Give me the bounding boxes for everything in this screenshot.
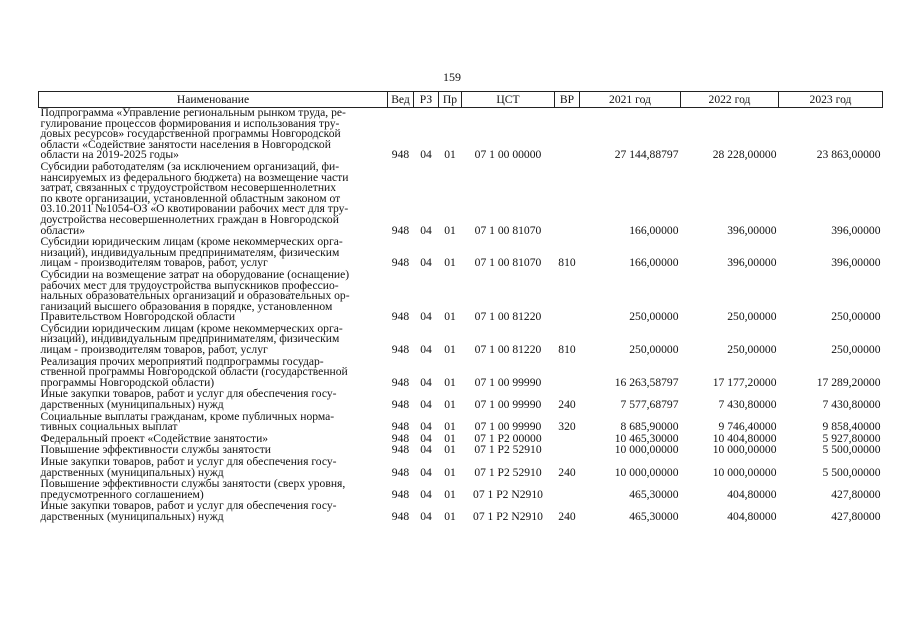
table-row: [39, 270, 883, 324]
cell-2022: 9 746,40000: [718, 420, 777, 434]
row-name: [39, 501, 388, 523]
cell-cst: 07 1 00 99990: [474, 375, 542, 389]
cell-ved: 948: [391, 487, 410, 501]
cell-2021: 250,00000: [629, 310, 679, 324]
cell-2022: 17 177,20000: [712, 375, 777, 389]
cell-2021: 16 263,58797: [614, 375, 679, 389]
row-name: [39, 389, 388, 411]
row-name-line: Субсидии работодателям (за исключением организаций, фи-: [40, 159, 340, 173]
cell-ved: 948: [391, 443, 410, 457]
row-name-line: лицам - производителям товаров, работ, услуг: [40, 256, 268, 270]
cell-cst: 07 1 P2 N2910: [473, 487, 543, 501]
table-row: [39, 357, 883, 390]
row-name: [39, 457, 388, 479]
cell-ved: 948: [391, 398, 410, 412]
row-name-line: гулирование процессов формирования и использования тру-: [40, 116, 340, 130]
table-row: [39, 412, 883, 434]
cell-ved: 948: [391, 148, 410, 162]
cell-rz: 04: [420, 256, 432, 270]
cell-2023: 9 858,40000: [822, 420, 881, 434]
cell-2023: 396,00000: [831, 256, 881, 270]
column-header: Вед: [388, 92, 414, 108]
cell-pr: 01: [444, 148, 456, 162]
cell-pr: 01: [444, 509, 456, 523]
table-row: [39, 324, 883, 357]
row-name-line: Иные закупки товаров, работ и услуг для обеспечения госу-: [40, 499, 337, 513]
column-header: ЦСТ: [462, 92, 555, 108]
cell-2022: 250,00000: [727, 310, 777, 324]
table-row: [39, 237, 883, 270]
cell-pr: 01: [444, 256, 456, 270]
cell-pr: 01: [444, 398, 456, 412]
page-number: 159: [443, 70, 461, 84]
cell-ved: 948: [391, 420, 410, 434]
row-name-line: Повышение эффективности службы занятости: [40, 443, 271, 457]
row-name-line: области на 2019-2025 годы»: [40, 148, 179, 162]
cell-pr: 01: [444, 465, 456, 479]
row-name-line: ганизаций высшего образования в порядке, установленном: [40, 299, 333, 313]
cell-2023: 396,00000: [831, 223, 881, 237]
cell-2021: 465,30000: [629, 509, 679, 523]
cell-rz: 04: [420, 443, 432, 457]
cell-2022: 7 430,80000: [718, 398, 777, 412]
cell-ved: 948: [391, 310, 410, 324]
cell-rz: 04: [420, 509, 432, 523]
cell-2022: 250,00000: [727, 343, 777, 357]
cell-2021: 27 144,88797: [614, 148, 679, 162]
row-name-line: Реализация прочих мероприятий подпрограммы государ-: [40, 354, 324, 368]
cell-vr: 320: [558, 420, 576, 434]
row-name: [39, 354, 388, 390]
row-name-line: дарственных (муниципальных) нужд: [40, 509, 224, 523]
row-name-line: Подпрограмма «Управление региональным рынком труда, ре-: [40, 106, 346, 119]
row-name-line: области «Содействие занятости населения в Новгородской: [40, 137, 331, 151]
cell-ved: 948: [391, 375, 410, 389]
cell-rz: 04: [420, 465, 432, 479]
cell-2023: 5 927,80000: [822, 431, 881, 445]
cell-ved: 948: [391, 431, 410, 445]
row-name: [39, 108, 388, 162]
cell-cst: 07 1 P2 52910: [474, 465, 542, 479]
cell-2021: 166,00000: [629, 256, 679, 270]
cell-rz: 04: [420, 375, 432, 389]
row-name: [39, 321, 388, 357]
cell-2022: 396,00000: [727, 223, 777, 237]
row-name-line: нальных образовательных организаций и образовательных ор-: [40, 289, 350, 303]
row-name-line: Иные закупки товаров, работ и услуг для обеспечения госу-: [40, 455, 337, 468]
cell-2022: 28 228,00000: [712, 148, 777, 162]
cell-vr: [555, 162, 580, 237]
cell-2021: 8 685,90000: [620, 420, 679, 434]
row-name-line: дарственных (муниципальных) нужд: [40, 465, 224, 479]
cell-2023: 250,00000: [831, 343, 881, 357]
cell-ved: 948: [391, 509, 410, 523]
cell-pr: 01: [444, 420, 456, 434]
cell-pr: 01: [444, 431, 456, 445]
column-header: Наименование: [39, 92, 388, 108]
row-name: [39, 409, 388, 434]
cell-ved: 948: [391, 256, 410, 270]
row-name-line: Социальные выплаты гражданам, кроме публичных норма-: [40, 409, 335, 423]
cell-vr: 240: [558, 398, 576, 412]
row-name: [39, 159, 388, 237]
table-row: [39, 479, 883, 501]
cell-vr: 810: [558, 343, 576, 357]
cell-2023: 17 289,20000: [816, 375, 881, 389]
row-name-line: ственной программы Новгородской области (государственной: [40, 365, 348, 379]
table-row: [39, 457, 883, 479]
cell-pr: 01: [444, 223, 456, 237]
row-name-line: Федеральный проект «Содействие занятости»: [40, 431, 269, 445]
row-name-line: Правительством Новгородской области: [40, 310, 236, 324]
cell-2022: 10 404,80000: [712, 431, 777, 445]
row-name-line: программы Новгородской области): [40, 375, 215, 389]
cell-cst: 07 1 00 00000: [474, 148, 542, 162]
row-name-line: затрат, связанных с трудоустройством несовершеннолетних: [40, 181, 337, 195]
cell-rz: 04: [420, 431, 432, 445]
row-name-line: Иные закупки товаров, работ и услуг для обеспечения госу-: [40, 387, 337, 401]
cell-vr: [555, 108, 580, 162]
column-header: РЗ: [414, 92, 439, 108]
table-row: [39, 389, 883, 411]
cell-pr: 01: [444, 443, 456, 457]
row-name-line: рабочих мест для трудоустройства выпускников профессио-: [40, 278, 339, 292]
cell-vr: 240: [558, 465, 576, 479]
cell-cst: 07 1 00 99990: [474, 398, 542, 412]
cell-pr: 01: [444, 487, 456, 501]
row-name: [39, 237, 388, 270]
row-name-line: доустройства несовершеннолетних граждан в Новгородской: [40, 212, 339, 226]
table-row: [39, 162, 883, 237]
cell-2021: 250,00000: [629, 343, 679, 357]
cell-2023: 250,00000: [831, 310, 881, 324]
row-name-line: нансируемых из федерального бюджета) на возмещение части: [40, 170, 349, 184]
cell-cst: 07 1 00 81220: [474, 343, 542, 357]
cell-2023: 427,80000: [831, 509, 881, 523]
cell-2022: 404,80000: [727, 487, 777, 501]
cell-rz: 04: [420, 398, 432, 412]
cell-2021: 465,30000: [629, 487, 679, 501]
row-name-line: 03.10.2011 №1054-ОЗ «О квотировании рабочих мест для тру-: [40, 202, 349, 216]
cell-cst: 07 1 00 99990: [474, 420, 542, 434]
cell-2021: 10 000,00000: [614, 465, 679, 479]
cell-vr: 240: [558, 509, 576, 523]
cell-2022: 396,00000: [727, 256, 777, 270]
cell-2022: 10 000,00000: [712, 465, 777, 479]
cell-2021: 166,00000: [629, 223, 679, 237]
column-header: 2021 год: [580, 92, 681, 108]
cell-rz: 04: [420, 148, 432, 162]
cell-cst: 07 1 00 81220: [474, 310, 542, 324]
cell-cst: 07 1 00 81070: [474, 256, 542, 270]
row-name-line: низаций), индивидуальным предпринимателям, физическим: [40, 245, 340, 259]
cell-2023: 5 500,00000: [822, 443, 881, 457]
cell-vr: 810: [558, 256, 576, 270]
cell-vr: [555, 357, 580, 390]
cell-2023: 7 430,80000: [822, 398, 881, 412]
row-name-line: низаций), индивидуальным предпринимателям, физическим: [40, 332, 340, 346]
cell-rz: 04: [420, 343, 432, 357]
cell-vr: [555, 445, 580, 457]
cell-rz: 04: [420, 223, 432, 237]
cell-vr: [555, 479, 580, 501]
row-name: [39, 267, 388, 324]
cell-vr: [555, 434, 580, 446]
cell-2021: 10 000,00000: [614, 443, 679, 457]
cell-pr: 01: [444, 375, 456, 389]
table-row: [39, 501, 883, 523]
cell-2021: 10 465,30000: [614, 431, 679, 445]
row-name-line: Повышение эффективности службы занятости (сверх уровня,: [40, 477, 346, 491]
table-row: [39, 108, 883, 162]
cell-2021: 7 577,68797: [620, 398, 679, 412]
column-header: 2022 год: [681, 92, 779, 108]
cell-2022: 404,80000: [727, 509, 777, 523]
cell-ved: 948: [391, 465, 410, 479]
row-name-line: предусмотренного соглашением): [40, 487, 204, 501]
cell-ved: 948: [391, 343, 410, 357]
row-name-line: Субсидии юридическим лицам (кроме некоммерческих орга-: [40, 321, 343, 335]
row-name-line: довых ресурсов» государственной программы Новгородской: [40, 127, 341, 141]
row-name-line: лицам - производителям товаров, работ, услуг: [40, 343, 268, 357]
row-name-line: по квоте организации, установленной областным законом от: [40, 191, 341, 205]
row-name-line: Субсидии на возмещение затрат на оборудование (оснащение): [40, 267, 350, 281]
cell-cst: 07 1 P2 00000: [474, 431, 542, 445]
cell-2023: 5 500,00000: [822, 465, 881, 479]
cell-rz: 04: [420, 310, 432, 324]
row-name: [39, 479, 388, 501]
column-header: Пр: [439, 92, 462, 108]
cell-rz: 04: [420, 420, 432, 434]
cell-cst: 07 1 P2 N2910: [473, 509, 543, 523]
cell-pr: 01: [444, 310, 456, 324]
budget-table: [38, 91, 883, 524]
cell-cst: 07 1 P2 52910: [474, 443, 542, 457]
cell-pr: 01: [444, 343, 456, 357]
cell-2022: 10 000,00000: [712, 443, 777, 457]
column-header: 2023 год: [779, 92, 883, 108]
row-name-line: Субсидии юридическим лицам (кроме некоммерческих орга-: [40, 235, 343, 249]
row-name-line: области»: [40, 223, 86, 237]
cell-2023: 23 863,00000: [816, 148, 881, 162]
cell-vr: [555, 270, 580, 324]
cell-rz: 04: [420, 487, 432, 501]
row-name-line: тивных социальных выплат: [40, 420, 178, 434]
cell-ved: 948: [391, 223, 410, 237]
row-name-line: дарственных (муниципальных) нужд: [40, 398, 224, 412]
cell-2023: 427,80000: [831, 487, 881, 501]
cell-cst: 07 1 00 81070: [474, 223, 542, 237]
column-header: ВР: [555, 92, 580, 108]
